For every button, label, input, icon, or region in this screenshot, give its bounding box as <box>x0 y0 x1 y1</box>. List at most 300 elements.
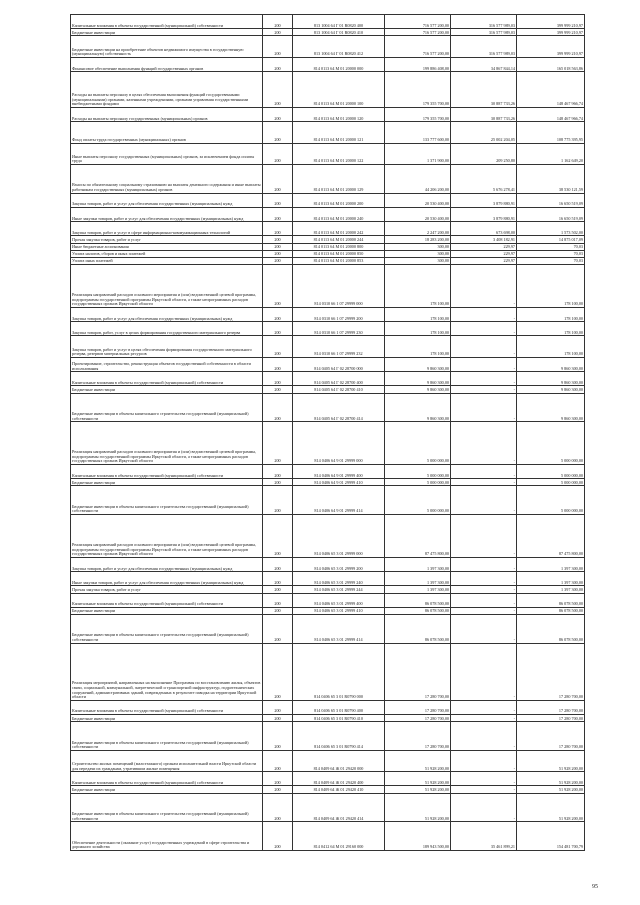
row-name-cell: Реализация направлений расходов основного мероприятия и (или) ведомственной целевой программы, подпрограммы государственной программы Иркутской области, а также непрограммных расходов государственных органов Иркутской области <box>71 422 263 465</box>
row-executed-amount-cell: - <box>451 793 517 822</box>
row-executed-amount-cell: - <box>451 393 517 422</box>
table-row <box>71 465 585 479</box>
row-approved-amount-cell: 17 280 700,00 <box>385 722 451 751</box>
row-name-cell: Расходы на выплаты персоналу в целях обеспечения выполнения функций государственными (муниципальными) органами, казенными учреждениями, органами управления государственными внебюджетными фондами <box>71 72 263 108</box>
row-name-cell: Уплата иных платежей <box>71 257 263 264</box>
row-classification-cell: 814 0310 66 1 07 29999 000 <box>293 265 385 308</box>
row-code-cell: 200 <box>263 386 293 393</box>
row-name-cell: Закупка товаров, работ и услуг для обеспечения государственных (муниципальных) нужд <box>71 557 263 571</box>
row-executed-amount-cell: - <box>451 715 517 722</box>
row-code-cell: 200 <box>263 786 293 793</box>
table-row <box>71 515 585 558</box>
row-remaining-amount-cell: 70,03 <box>517 250 585 257</box>
table-row <box>71 307 585 321</box>
row-classification-cell: 814 0405 64 Г 02 28700 400 <box>293 372 385 386</box>
row-remaining-amount-cell: 148 467 966,74 <box>517 72 585 108</box>
row-executed-amount-cell: - <box>451 479 517 486</box>
row-classification-cell: 814 0113 64 М 01 20000 129 <box>293 165 385 194</box>
row-remaining-amount-cell: 399 999 210,97 <box>517 15 585 29</box>
row-executed-amount-cell: - <box>451 786 517 793</box>
row-classification-cell: 814 0406 65 3 01 R0790 400 <box>293 700 385 714</box>
row-executed-amount-cell: 30 887 733,26 <box>451 107 517 121</box>
row-executed-amount-cell: - <box>451 386 517 393</box>
table-row <box>71 593 585 607</box>
row-classification-cell: 814 0406 64 9 01 29999 000 <box>293 422 385 465</box>
row-name-cell: Капитальные вложения в объекты государственной (муниципальной) собственности <box>71 15 263 29</box>
row-name-cell: Фонд оплаты труда государственных (муниципальных) органов <box>71 122 263 143</box>
row-classification-cell: 814 0406 65 3 01 29999 410 <box>293 607 385 614</box>
row-classification-cell: 814 0406 65 3 01 R0790 410 <box>293 715 385 722</box>
table-row <box>71 700 585 714</box>
row-name-cell: Закупка товаров, работ и услуг в целях обеспечения формирования государственного материального резерва, резервов материальных ресурсов <box>71 336 263 357</box>
table-row <box>71 715 585 722</box>
row-executed-amount-cell: - <box>451 586 517 593</box>
row-code-cell: 200 <box>263 322 293 336</box>
row-classification-cell: 814 0113 64 М 01 20000 122 <box>293 143 385 164</box>
row-classification-cell: 814 0113 64 М 01 20000 240 <box>293 207 385 221</box>
row-executed-amount-cell: 673 698,00 <box>451 222 517 236</box>
row-code-cell: 200 <box>263 486 293 515</box>
row-approved-amount-cell: 716 577 200,00 <box>385 36 451 57</box>
row-name-cell: Уплата налогов, сборов и иных платежей <box>71 250 263 257</box>
row-approved-amount-cell: 51 928 200,00 <box>385 772 451 786</box>
table-row <box>71 722 585 751</box>
row-classification-cell: 814 0113 64 М 01 20000 853 <box>293 257 385 264</box>
table-row <box>71 572 585 586</box>
row-approved-amount-cell: 51 928 200,00 <box>385 786 451 793</box>
table-row <box>71 479 585 486</box>
row-code-cell: 200 <box>263 372 293 386</box>
row-code-cell: 200 <box>263 236 293 243</box>
row-approved-amount-cell: 51 928 200,00 <box>385 793 451 822</box>
row-name-cell: Бюджетные инвестиции на приобретение объектов недвижимого имущества в государственную (муниципальную) собственность <box>71 36 263 57</box>
row-approved-amount-cell: 51 928 200,00 <box>385 750 451 771</box>
row-code-cell: 200 <box>263 36 293 57</box>
row-remaining-amount-cell: 86 078 500,00 <box>517 607 585 614</box>
row-classification-cell: 814 0406 65 3 01 29999 000 <box>293 515 385 558</box>
row-remaining-amount-cell: 178 100,00 <box>517 265 585 308</box>
row-executed-amount-cell: - <box>451 422 517 465</box>
row-code-cell: 200 <box>263 257 293 264</box>
row-classification-cell: 814 0113 64 М 01 20000 244 <box>293 236 385 243</box>
row-code-cell: 200 <box>263 593 293 607</box>
row-remaining-amount-cell: 178 100,00 <box>517 307 585 321</box>
row-remaining-amount-cell: 5 000 000,00 <box>517 422 585 465</box>
row-approved-amount-cell: 300,00 <box>385 250 451 257</box>
table-row <box>71 322 585 336</box>
row-executed-amount-cell: 316 577 989,03 <box>451 29 517 36</box>
row-name-cell: Бюджетные инвестиции в объекты капитального строительства государственной (муниципальной) собственности <box>71 614 263 643</box>
row-classification-cell: 814 0406 64 9 01 29999 400 <box>293 465 385 479</box>
row-approved-amount-cell: 9 860 300,00 <box>385 393 451 422</box>
row-approved-amount-cell: 5 000 000,00 <box>385 479 451 486</box>
row-approved-amount-cell: 178 100,00 <box>385 336 451 357</box>
table-row <box>71 265 585 308</box>
row-classification-cell: 814 0113 64 М 01 20000 200 <box>293 193 385 207</box>
row-executed-amount-cell: 35 461 899,21 <box>451 822 517 851</box>
table-row <box>71 250 585 257</box>
row-remaining-amount-cell: 9 860 300,00 <box>517 393 585 422</box>
row-name-cell: Проектирование, строительство, реконструкция объектов государственной собственности в области использования <box>71 357 263 371</box>
row-executed-amount-cell: - <box>451 772 517 786</box>
row-remaining-amount-cell: 70,03 <box>517 257 585 264</box>
table-body <box>71 15 585 851</box>
row-approved-amount-cell: 86 078 500,00 <box>385 593 451 607</box>
row-classification-cell: 814 0406 65 3 01 29999 240 <box>293 572 385 586</box>
row-classification-cell: 814 0113 64 М 01 20000 850 <box>293 250 385 257</box>
row-classification-cell: 814 0113 64 М 01 20000 120 <box>293 107 385 121</box>
row-classification-cell: 814 0406 64 9 01 29999 414 <box>293 486 385 515</box>
table-row <box>71 614 585 643</box>
row-classification-cell: 814 0406 65 3 01 29999 244 <box>293 586 385 593</box>
row-executed-amount-cell: - <box>451 607 517 614</box>
row-remaining-amount-cell: 1 162 649,20 <box>517 143 585 164</box>
row-approved-amount-cell: 5 000 000,00 <box>385 486 451 515</box>
row-code-cell: 200 <box>263 614 293 643</box>
row-name-cell: Расходы на выплаты персоналу государственных (муниципальных) органов <box>71 107 263 121</box>
table-row <box>71 386 585 393</box>
row-remaining-amount-cell: 14 875 017,09 <box>517 236 585 243</box>
row-remaining-amount-cell: 16 650 519,09 <box>517 193 585 207</box>
budget-execution-table <box>70 14 585 851</box>
row-name-cell: Закупка товаров, работ, услуг в целях формирования государственного материального резерва <box>71 322 263 336</box>
row-approved-amount-cell: 199 886 408,00 <box>385 57 451 71</box>
row-name-cell: Бюджетные инвестиции в объекты капитального строительства государственной (муниципальной) собственности <box>71 793 263 822</box>
row-code-cell: 200 <box>263 107 293 121</box>
row-code-cell: 200 <box>263 393 293 422</box>
row-remaining-amount-cell: 51 928 200,00 <box>517 750 585 771</box>
row-remaining-amount-cell: 51 928 200,00 <box>517 786 585 793</box>
row-code-cell: 200 <box>263 479 293 486</box>
row-remaining-amount-cell: 51 928 200,00 <box>517 793 585 822</box>
row-name-cell: Иные закупки товаров, работ и услуг для обеспечения государственных (муниципальных) нужд <box>71 207 263 221</box>
row-remaining-amount-cell: 399 999 210,97 <box>517 29 585 36</box>
table-row <box>71 222 585 236</box>
table-row <box>71 29 585 36</box>
row-classification-cell: 814 0405 64 Г 02 28700 414 <box>293 393 385 422</box>
table-row <box>71 236 585 243</box>
table-row <box>71 643 585 700</box>
row-name-cell: Капитальные вложения в объекты государственной (муниципальной) собственности <box>71 465 263 479</box>
row-executed-amount-cell: - <box>451 722 517 751</box>
row-remaining-amount-cell: 87 475 800,00 <box>517 515 585 558</box>
row-remaining-amount-cell: 5 000 000,00 <box>517 486 585 515</box>
row-name-cell: Прочая закупка товаров, работ и услуг <box>71 236 263 243</box>
row-name-cell: Капитальные вложения в объекты государственной (муниципальной) собственности <box>71 372 263 386</box>
row-classification-cell: 813 1004 64 Г 01 R0820 412 <box>293 36 385 57</box>
row-remaining-amount-cell: 17 280 700,00 <box>517 715 585 722</box>
row-executed-amount-cell: - <box>451 515 517 558</box>
row-code-cell: 200 <box>263 772 293 786</box>
table-row <box>71 122 585 143</box>
row-executed-amount-cell: - <box>451 465 517 479</box>
row-name-cell: Реализация направлений расходов основного мероприятия и (или) ведомственной целевой программы, подпрограммы государственной программы Иркутской области, а также непрограммных расходов государственных органов Иркутской области <box>71 515 263 558</box>
row-name-cell: Закупка товаров, работ и услуг в сфере информационно-коммуникационных технологий <box>71 222 263 236</box>
row-name-cell: Обеспечение деятельности (оказание услуг) государственных учреждений в сфере строительства и дорожного хозяйства <box>71 822 263 851</box>
table-row <box>71 36 585 57</box>
row-name-cell: Бюджетные инвестиции <box>71 786 263 793</box>
row-classification-cell: 814 0113 64 М 01 20000 242 <box>293 222 385 236</box>
row-executed-amount-cell: - <box>451 357 517 371</box>
row-approved-amount-cell: 178 100,00 <box>385 307 451 321</box>
row-approved-amount-cell: 9 860 300,00 <box>385 372 451 386</box>
row-approved-amount-cell: 5 000 000,00 <box>385 465 451 479</box>
row-approved-amount-cell: 300,00 <box>385 243 451 250</box>
row-executed-amount-cell: 316 577 989,03 <box>451 36 517 57</box>
row-name-cell: Взносы по обязательному социальному страхованию на выплаты денежного содержания и иные выплаты работникам государственных (муниципальных) органов <box>71 165 263 194</box>
row-classification-cell: 814 0409 64 Ж 01 29420 000 <box>293 750 385 771</box>
row-approved-amount-cell: 5 000 000,00 <box>385 422 451 465</box>
row-code-cell: 200 <box>263 357 293 371</box>
row-executed-amount-cell: - <box>451 307 517 321</box>
table-row <box>71 257 585 264</box>
table-row <box>71 57 585 71</box>
row-code-cell: 200 <box>263 586 293 593</box>
row-name-cell: Бюджетные инвестиции <box>71 607 263 614</box>
row-name-cell: Капитальные вложения в объекты государственной (муниципальной) собственности <box>71 772 263 786</box>
row-executed-amount-cell: - <box>451 336 517 357</box>
row-code-cell: 200 <box>263 72 293 108</box>
row-code-cell: 200 <box>263 793 293 822</box>
table-row <box>71 72 585 108</box>
row-approved-amount-cell: 1 371 900,00 <box>385 143 451 164</box>
row-approved-amount-cell: 1 397 300,00 <box>385 557 451 571</box>
row-remaining-amount-cell: 86 078 500,00 <box>517 614 585 643</box>
row-classification-cell: 814 0310 66 1 07 29999 232 <box>293 336 385 357</box>
row-classification-cell: 814 0406 65 3 01 29999 414 <box>293 614 385 643</box>
row-classification-cell: 814 0406 64 9 01 29999 410 <box>293 479 385 486</box>
row-approved-amount-cell: 189 943 500,00 <box>385 822 451 851</box>
row-code-cell: 200 <box>263 465 293 479</box>
row-executed-amount-cell: 34 867 844,14 <box>451 57 517 71</box>
row-approved-amount-cell: 87 475 800,00 <box>385 515 451 558</box>
row-approved-amount-cell: 20 530 400,00 <box>385 193 451 207</box>
row-name-cell: Бюджетные инвестиции <box>71 479 263 486</box>
row-code-cell: 200 <box>263 822 293 851</box>
row-classification-cell: 814 0405 64 Г 02 28700 410 <box>293 386 385 393</box>
row-remaining-amount-cell: 9 860 300,00 <box>517 357 585 371</box>
row-classification-cell: 814 0406 65 3 01 R0790 414 <box>293 722 385 751</box>
row-executed-amount-cell: 3 879 880,91 <box>451 193 517 207</box>
row-code-cell: 200 <box>263 607 293 614</box>
row-remaining-amount-cell: 178 100,00 <box>517 336 585 357</box>
row-remaining-amount-cell: 399 999 210,97 <box>517 36 585 57</box>
row-executed-amount-cell: - <box>451 572 517 586</box>
row-approved-amount-cell: 716 577 200,00 <box>385 29 451 36</box>
row-name-cell: Бюджетные инвестиции <box>71 386 263 393</box>
row-remaining-amount-cell: 5 000 000,00 <box>517 465 585 479</box>
row-executed-amount-cell: - <box>451 322 517 336</box>
row-approved-amount-cell: 20 530 400,00 <box>385 207 451 221</box>
row-name-cell: Прочая закупка товаров, работ и услуг <box>71 586 263 593</box>
table-row <box>71 193 585 207</box>
row-remaining-amount-cell: 16 650 519,09 <box>517 207 585 221</box>
table-row <box>71 336 585 357</box>
row-approved-amount-cell: 179 355 700,00 <box>385 72 451 108</box>
row-name-cell: Иные закупки товаров, работ и услуг для обеспечения государственных (муниципальных) нужд <box>71 572 263 586</box>
table-row <box>71 143 585 164</box>
row-remaining-amount-cell: 5 000 000,00 <box>517 479 585 486</box>
row-code-cell: 200 <box>263 15 293 29</box>
table-row <box>71 557 585 571</box>
row-executed-amount-cell: - <box>451 700 517 714</box>
row-executed-amount-cell: 3 879 880,91 <box>451 207 517 221</box>
row-remaining-amount-cell: 148 467 966,74 <box>517 107 585 121</box>
row-executed-amount-cell: - <box>451 614 517 643</box>
row-approved-amount-cell: 9 860 300,00 <box>385 357 451 371</box>
row-code-cell: 200 <box>263 715 293 722</box>
row-executed-amount-cell: 30 887 733,26 <box>451 72 517 108</box>
table-row <box>71 586 585 593</box>
row-name-cell: Закупка товаров, работ и услуг для обеспечения государственных (муниципальных) нужд <box>71 193 263 207</box>
row-code-cell: 200 <box>263 422 293 465</box>
row-remaining-amount-cell: 1 573 502,00 <box>517 222 585 236</box>
row-classification-cell: 814 0310 66 1 07 29999 200 <box>293 307 385 321</box>
row-remaining-amount-cell: 70,03 <box>517 243 585 250</box>
table-row <box>71 793 585 822</box>
row-remaining-amount-cell: 1 397 300,00 <box>517 586 585 593</box>
row-name-cell: Иные бюджетные ассигнования <box>71 243 263 250</box>
row-classification-cell: 814 0113 64 М 01 20000 800 <box>293 243 385 250</box>
table-row <box>71 822 585 851</box>
page-number: 95 <box>592 884 598 890</box>
row-executed-amount-cell: 3 408 182,91 <box>451 236 517 243</box>
row-approved-amount-cell: 178 100,00 <box>385 322 451 336</box>
row-name-cell: Реализация мероприятий, направленных на выполнение Программы по восстановлению жилья, объектов связи, социальной, коммунальной, энергетической и транспортной инфраструктур, гидротехнических сооружений, административных зданий, поврежденных в результате паводка на территории Иркутской области <box>71 643 263 700</box>
table-row <box>71 207 585 221</box>
row-executed-amount-cell: - <box>451 593 517 607</box>
row-remaining-amount-cell: 9 860 300,00 <box>517 372 585 386</box>
row-code-cell: 200 <box>263 57 293 71</box>
row-code-cell: 200 <box>263 643 293 700</box>
row-code-cell: 200 <box>263 557 293 571</box>
row-remaining-amount-cell: 86 078 500,00 <box>517 593 585 607</box>
budget-table-sheet <box>70 14 584 851</box>
row-approved-amount-cell: 178 100,00 <box>385 265 451 308</box>
row-approved-amount-cell: 1 397 300,00 <box>385 586 451 593</box>
table-row <box>71 486 585 515</box>
row-remaining-amount-cell: 154 481 700,79 <box>517 822 585 851</box>
row-name-cell: Капитальные вложения в объекты государственной (муниципальной) собственности <box>71 700 263 714</box>
row-classification-cell: 814 0113 64 М 01 20000 000 <box>293 57 385 71</box>
row-code-cell: 200 <box>263 207 293 221</box>
row-remaining-amount-cell: 9 860 300,00 <box>517 386 585 393</box>
row-name-cell: Бюджетные инвестиции в объекты капитального строительства государственной (муниципальной) собственности <box>71 486 263 515</box>
row-code-cell: 200 <box>263 700 293 714</box>
row-code-cell: 200 <box>263 336 293 357</box>
row-remaining-amount-cell: 165 018 563,86 <box>517 57 585 71</box>
row-name-cell: Бюджетные инвестиции в объекты капитального строительства государственной (муниципальной) собственности <box>71 393 263 422</box>
row-code-cell: 200 <box>263 243 293 250</box>
row-code-cell: 200 <box>263 29 293 36</box>
row-classification-cell: 814 0406 65 3 01 29999 200 <box>293 557 385 571</box>
row-name-cell: Финансовое обеспечение выполнения функций государственных органов <box>71 57 263 71</box>
row-approved-amount-cell: 17 280 700,00 <box>385 700 451 714</box>
row-classification-cell: 813 1004 64 Г 01 R0820 400 <box>293 15 385 29</box>
row-approved-amount-cell: 1 397 300,00 <box>385 572 451 586</box>
table-row <box>71 372 585 386</box>
row-name-cell: Капитальные вложения в объекты государственной (муниципальной) собственности <box>71 593 263 607</box>
row-classification-cell: 814 0409 64 Ж 01 29420 414 <box>293 793 385 822</box>
row-executed-amount-cell: 25 002 204,05 <box>451 122 517 143</box>
row-executed-amount-cell: 5 676 278,41 <box>451 165 517 194</box>
row-remaining-amount-cell: 1 397 300,00 <box>517 557 585 571</box>
row-approved-amount-cell: 86 078 500,00 <box>385 607 451 614</box>
row-executed-amount-cell: - <box>451 750 517 771</box>
row-name-cell: Строительство жилых помещений (малоэтажного) органам исполнительной власти Иркутской области для передачи их гражданам, утратившим жилые помещения <box>71 750 263 771</box>
row-name-cell: Реализация направлений расходов основного мероприятия и (или) ведомственной целевой программы, подпрограммы государственной программы Иркутской области, а также непрограммных расходов государственных органов Иркутской области <box>71 265 263 308</box>
table-row <box>71 243 585 250</box>
row-name-cell: Бюджетные инвестиции <box>71 715 263 722</box>
row-approved-amount-cell: 17 280 700,00 <box>385 643 451 700</box>
row-name-cell: Закупка товаров, работ и услуг для обеспечения государственных (муниципальных) нужд <box>71 307 263 321</box>
row-code-cell: 200 <box>263 222 293 236</box>
row-code-cell: 200 <box>263 143 293 164</box>
row-classification-cell: 814 0113 64 М 01 20000 121 <box>293 122 385 143</box>
row-executed-amount-cell: 229,97 <box>451 243 517 250</box>
row-executed-amount-cell: 316 577 989,03 <box>451 15 517 29</box>
table-row <box>71 393 585 422</box>
row-name-cell: Бюджетные инвестиции в объекты капитального строительства государственной (муниципальной) собственности <box>71 722 263 751</box>
row-code-cell: 200 <box>263 307 293 321</box>
row-code-cell: 200 <box>263 122 293 143</box>
row-name-cell: Иные выплаты персоналу государственных (муниципальных) органов, за исключением фонда оплаты труда <box>71 143 263 164</box>
row-code-cell: 200 <box>263 515 293 558</box>
row-approved-amount-cell: 9 860 300,00 <box>385 386 451 393</box>
row-classification-cell: 814 0412 64 М 01 29160 000 <box>293 822 385 851</box>
row-approved-amount-cell: 716 577 200,00 <box>385 15 451 29</box>
row-executed-amount-cell: 229,97 <box>451 250 517 257</box>
table-row <box>71 165 585 194</box>
row-classification-cell: 813 1004 64 Г 01 R0820 410 <box>293 29 385 36</box>
table-row <box>71 750 585 771</box>
row-classification-cell: 814 0310 66 1 07 29999 230 <box>293 322 385 336</box>
row-approved-amount-cell: 44 206 200,00 <box>385 165 451 194</box>
row-classification-cell: 814 0406 65 3 01 R0790 000 <box>293 643 385 700</box>
row-approved-amount-cell: 133 777 600,00 <box>385 122 451 143</box>
table-row <box>71 607 585 614</box>
row-name-cell: Бюджетные инвестиции <box>71 29 263 36</box>
row-classification-cell: 814 0409 64 Ж 01 29420 410 <box>293 786 385 793</box>
row-executed-amount-cell: - <box>451 372 517 386</box>
row-executed-amount-cell: - <box>451 265 517 308</box>
row-approved-amount-cell: 17 280 700,00 <box>385 715 451 722</box>
row-code-cell: 200 <box>263 165 293 194</box>
row-executed-amount-cell: 209 250,80 <box>451 143 517 164</box>
row-code-cell: 200 <box>263 193 293 207</box>
row-code-cell: 200 <box>263 250 293 257</box>
row-approved-amount-cell: 179 355 700,00 <box>385 107 451 121</box>
row-remaining-amount-cell: 17 280 700,00 <box>517 722 585 751</box>
row-executed-amount-cell: - <box>451 557 517 571</box>
row-approved-amount-cell: 2 247 200,00 <box>385 222 451 236</box>
row-executed-amount-cell: - <box>451 643 517 700</box>
row-remaining-amount-cell: 38 530 121,59 <box>517 165 585 194</box>
row-approved-amount-cell: 86 078 500,00 <box>385 614 451 643</box>
row-code-cell: 200 <box>263 750 293 771</box>
table-row <box>71 107 585 121</box>
row-remaining-amount-cell: 1 397 300,00 <box>517 572 585 586</box>
table-row <box>71 772 585 786</box>
row-classification-cell: 814 0113 64 М 01 20000 100 <box>293 72 385 108</box>
row-classification-cell: 814 0409 64 Ж 01 29420 400 <box>293 772 385 786</box>
row-classification-cell: 814 0405 64 Г 02 28700 000 <box>293 357 385 371</box>
row-remaining-amount-cell: 178 100,00 <box>517 322 585 336</box>
row-remaining-amount-cell: 51 928 200,00 <box>517 772 585 786</box>
table-row <box>71 786 585 793</box>
row-remaining-amount-cell: 17 280 700,00 <box>517 643 585 700</box>
row-code-cell: 200 <box>263 265 293 308</box>
